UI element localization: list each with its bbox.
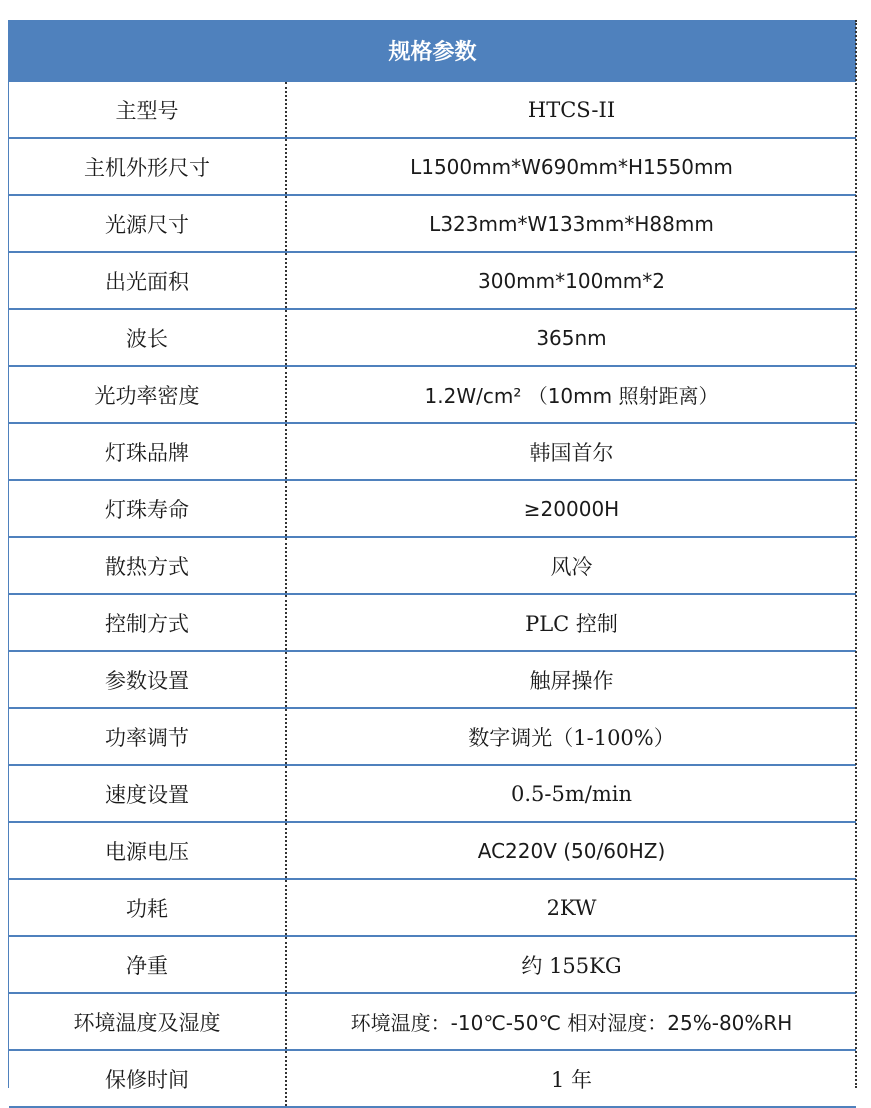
row-label: 控制方式 [9, 594, 286, 651]
row-value: 365nm [286, 309, 856, 366]
table-row [9, 537, 856, 594]
table-row [9, 708, 856, 765]
table-row [9, 195, 856, 252]
row-value: 韩国首尔 [286, 423, 856, 480]
row-value: 风冷 [286, 537, 856, 594]
row-label: 保修时间 [9, 1050, 286, 1107]
row-label: 参数设置 [9, 651, 286, 708]
table-row [9, 651, 856, 708]
table-row [9, 81, 856, 138]
row-value: 环境温度：-10℃-50℃ 相对湿度：25%-80%RH [286, 993, 856, 1050]
row-label: 出光面积 [9, 252, 286, 309]
row-label: 灯珠寿命 [9, 480, 286, 537]
row-value: ≥20000H [286, 480, 856, 537]
row-label: 环境温度及湿度 [9, 993, 286, 1050]
row-label: 功率调节 [9, 708, 286, 765]
spec-table [9, 20, 856, 1108]
row-label: 净重 [9, 936, 286, 993]
table-row [9, 423, 856, 480]
table-row [9, 594, 856, 651]
row-value: L323mm*W133mm*H88mm [286, 195, 856, 252]
row-value: PLC 控制 [286, 594, 856, 651]
row-value: 0.5-5m/min [286, 765, 856, 822]
row-label: 灯珠品牌 [9, 423, 286, 480]
table-row [9, 366, 856, 423]
row-label: 波长 [9, 309, 286, 366]
table-row [9, 936, 856, 993]
table-row [9, 309, 856, 366]
table-title: 规格参数 [9, 21, 856, 82]
table-row [9, 1050, 856, 1107]
row-label: 速度设置 [9, 765, 286, 822]
row-label: 光源尺寸 [9, 195, 286, 252]
table-row [9, 822, 856, 879]
row-value: 数字调光（1-100%） [286, 708, 856, 765]
row-label: 散热方式 [9, 537, 286, 594]
row-value: HTCS-II [286, 81, 856, 138]
row-value: L1500mm*W690mm*H1550mm [286, 138, 856, 195]
table-row [9, 480, 856, 537]
row-value: 1 年 [286, 1050, 856, 1107]
row-label: 主机外形尺寸 [9, 138, 286, 195]
table-row [9, 138, 856, 195]
row-value: 1.2W/cm² （10mm 照射距离） [286, 366, 856, 423]
row-label: 主型号 [9, 81, 286, 138]
row-value: AC220V (50/60HZ) [286, 822, 856, 879]
row-label: 光功率密度 [9, 366, 286, 423]
table-header-row [9, 21, 856, 82]
row-value: 2KW [286, 879, 856, 936]
row-value: 300mm*100mm*2 [286, 252, 856, 309]
table-row [9, 879, 856, 936]
table-row [9, 765, 856, 822]
table-right-border [855, 20, 857, 1088]
row-label: 电源电压 [9, 822, 286, 879]
row-value: 触屏操作 [286, 651, 856, 708]
table-row [9, 993, 856, 1050]
row-label: 功耗 [9, 879, 286, 936]
table-row [9, 252, 856, 309]
row-value: 约 155KG [286, 936, 856, 993]
